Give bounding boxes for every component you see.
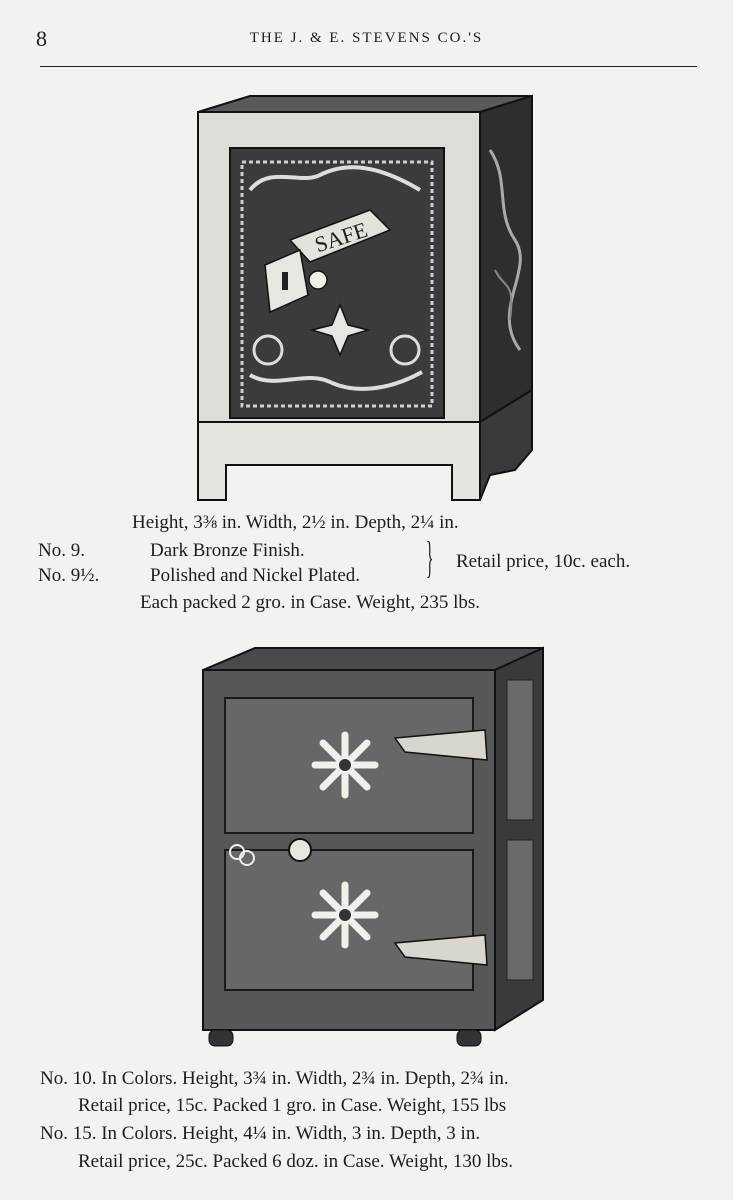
variant-number: No. 9½. bbox=[38, 565, 100, 586]
variant-number: No. 9. bbox=[38, 540, 85, 561]
safe-two-line-2: Retail price, 15c. Packed 1 gro. in Case. Weight, 155 lbs bbox=[78, 1095, 507, 1116]
ornate-safe-illustration bbox=[190, 90, 550, 510]
safe-one-packing: Each packed 2 gro. in Case. Weight, 235 lbs. bbox=[140, 592, 481, 613]
variant-finish: Polished and Nickel Plated. bbox=[150, 565, 361, 586]
safe-two-line-3: No. 15. In Colors. Height, 4¼ in. Width, 3 in. Depth, 3 in. bbox=[40, 1123, 481, 1144]
painted-safe-illustration bbox=[195, 640, 555, 1050]
header-rule bbox=[40, 66, 697, 67]
variant-finish: Dark Bronze Finish. bbox=[150, 540, 305, 561]
running-title: THE J. & E. STEVENS CO.'S bbox=[249, 30, 484, 46]
page-number: 8 bbox=[36, 26, 47, 51]
safe-two-line-4: Retail price, 25c. Packed 6 doz. in Case. Weight, 130 lbs. bbox=[78, 1151, 514, 1172]
grouping-brace: } bbox=[426, 533, 434, 582]
safe-one-price: Retail price, 10c. each. bbox=[456, 551, 631, 572]
safe-one-dimensions: Height, 3⅜ in. Width, 2½ in. Depth, 2¼ in. bbox=[132, 512, 459, 533]
safe-banner-text: SAFE bbox=[311, 216, 371, 258]
safe-two-line-1: No. 10. In Colors. Height, 3¾ in. Width, 2¾ in. Depth, 2¾ in. bbox=[40, 1068, 509, 1089]
